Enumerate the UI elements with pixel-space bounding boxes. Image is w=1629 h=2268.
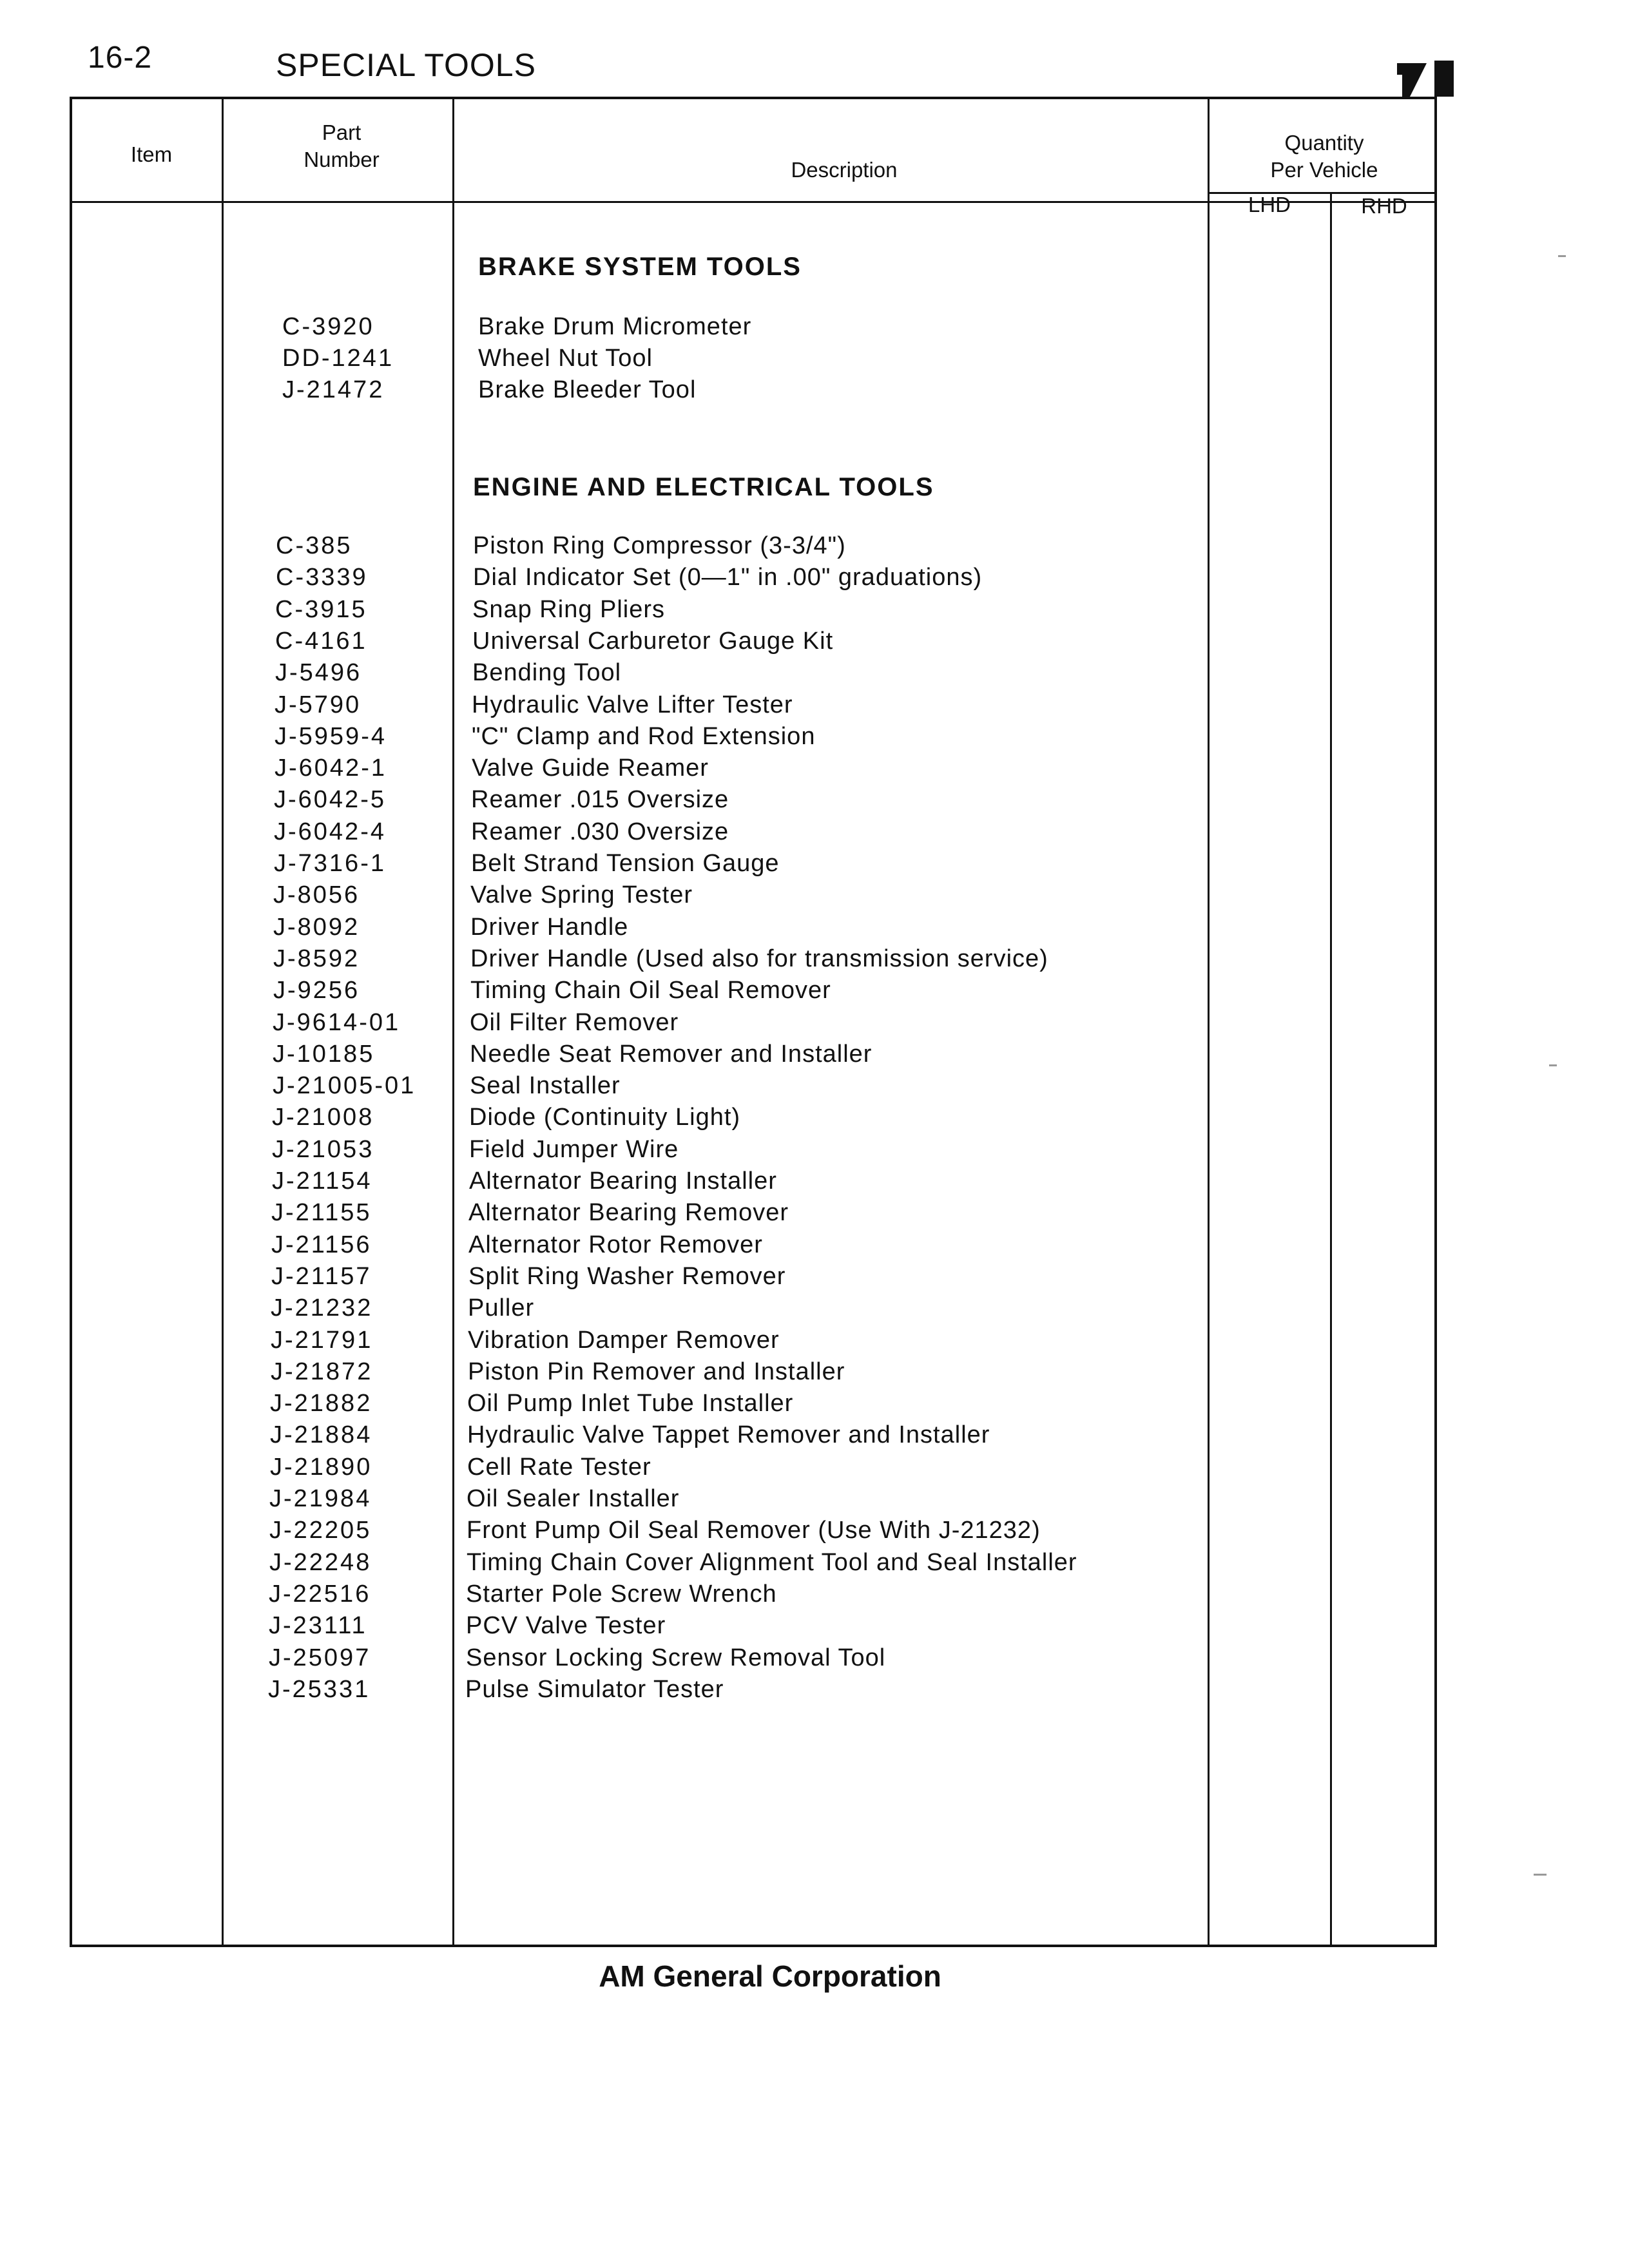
publisher-footer: AM General Corporation [599, 1959, 941, 1993]
scan-speck [1549, 1064, 1557, 1066]
column-divider-item [222, 97, 224, 1947]
tool-description: Vibration Damper Remover [468, 1326, 780, 1354]
tool-description: Alternator Rotor Remover [468, 1231, 763, 1258]
part-number: J-23111 [269, 1612, 367, 1640]
tool-description: Alternator Bearing Installer [469, 1168, 777, 1195]
part-number: J-21232 [271, 1294, 373, 1322]
tool-description: "C" Clamp and Rod Extension [472, 722, 816, 750]
part-number: J-21984 [269, 1485, 372, 1512]
part-number: J-25097 [269, 1644, 371, 1671]
header-part-line2: Number [304, 148, 380, 171]
tool-description: Sensor Locking Screw Removal Tool [466, 1644, 886, 1671]
part-number: J-9256 [273, 977, 360, 1004]
publisher-logo-icon [1397, 59, 1456, 97]
tool-description: Front Pump Oil Seal Remover (Use With J-21232) [467, 1517, 1041, 1544]
tool-description: Puller [468, 1294, 535, 1322]
tool-description: Piston Pin Remover and Installer [468, 1358, 845, 1385]
tool-description: Belt Strand Tension Gauge [471, 850, 780, 877]
tool-description: Oil Pump Inlet Tube Installer [467, 1390, 794, 1418]
column-divider-lhd-rhd [1330, 193, 1332, 1947]
part-number: J-22205 [269, 1517, 372, 1544]
part-number: J-21884 [270, 1421, 372, 1449]
part-number: C-3915 [275, 595, 367, 623]
part-number: J-21008 [272, 1104, 374, 1131]
tool-description: Alternator Bearing Remover [468, 1199, 789, 1227]
tool-description: Valve Guide Reamer [472, 754, 709, 782]
part-number: J-21053 [272, 1135, 374, 1163]
part-number: J-6042-5 [274, 786, 386, 814]
part-number: C-385 [276, 532, 352, 559]
tool-description: Universal Carburetor Gauge Kit [472, 627, 834, 655]
column-divider-part [452, 97, 454, 1947]
part-number: J-21890 [270, 1453, 372, 1481]
tool-description: Piston Ring Compressor (3-3/4") [473, 532, 846, 559]
tool-description: Snap Ring Pliers [472, 595, 666, 623]
part-number: J-21472 [282, 376, 385, 403]
header-description: Description [791, 158, 898, 182]
header-lhd: LHD [1248, 193, 1291, 216]
part-number: J-6042-4 [274, 818, 386, 845]
tool-description: Pulse Simulator Tester [465, 1675, 724, 1703]
tool-description: Brake Bleeder Tool [478, 376, 697, 403]
part-number: J-9614-01 [273, 1008, 401, 1036]
part-number: J-21005-01 [273, 1072, 416, 1100]
tool-description: Field Jumper Wire [469, 1135, 679, 1163]
scan-speck [1558, 255, 1566, 257]
part-number: J-21872 [271, 1358, 373, 1385]
tool-description: Needle Seat Remover and Installer [470, 1040, 872, 1068]
part-number: J-5959-4 [275, 722, 387, 750]
part-number: J-22248 [269, 1548, 372, 1576]
tool-description: Hydraulic Valve Lifter Tester [472, 691, 793, 718]
part-number: J-5496 [275, 659, 362, 687]
tool-description: Hydraulic Valve Tappet Remover and Installer [467, 1421, 990, 1449]
part-number: J-6042-1 [275, 754, 387, 782]
part-number: J-8592 [273, 945, 360, 972]
part-number: J-5790 [275, 691, 361, 718]
tool-description: Seal Installer [470, 1072, 621, 1100]
section-title-brake: BRAKE SYSTEM TOOLS [478, 253, 802, 281]
page-title: SPECIAL TOOLS [276, 47, 536, 83]
part-number: J-21155 [271, 1199, 372, 1227]
tool-description: Bending Tool [472, 659, 622, 687]
part-number: J-8092 [273, 913, 360, 941]
tool-description: Oil Sealer Installer [467, 1485, 680, 1512]
tool-description: Dial Indicator Set (0—1" in .00" graduations) [473, 564, 983, 591]
part-number: C-3339 [276, 564, 368, 591]
tool-description: PCV Valve Tester [466, 1612, 666, 1640]
tool-description: Diode (Continuity Light) [469, 1104, 741, 1131]
tool-description: Reamer .030 Oversize [471, 818, 729, 845]
scan-speck [1534, 1874, 1547, 1876]
header-item: Item [130, 142, 173, 166]
part-number: C-3920 [282, 313, 374, 340]
part-number: J-21791 [271, 1326, 373, 1354]
tool-description: Driver Handle (Used also for transmission service) [470, 945, 1048, 972]
part-number: J-25331 [268, 1675, 371, 1703]
page-number: 16-2 [88, 41, 153, 75]
header-rhd: RHD [1361, 194, 1407, 218]
part-number: J-7316-1 [274, 850, 386, 877]
tool-description: Valve Spring Tester [470, 881, 693, 909]
part-number: J-10185 [273, 1040, 375, 1068]
part-number: DD-1241 [282, 345, 394, 372]
part-number: J-22516 [269, 1580, 371, 1608]
part-number: J-8056 [273, 881, 360, 909]
header-quantity-line2: Per Vehicle [1270, 158, 1378, 182]
header-quantity-line1: Quantity [1284, 131, 1364, 155]
tool-description: Driver Handle [470, 913, 629, 941]
tool-description: Timing Chain Cover Alignment Tool and Seal Installer [467, 1548, 1077, 1576]
column-divider-description [1208, 97, 1210, 1947]
tool-description: Split Ring Washer Remover [468, 1262, 786, 1290]
tool-description: Reamer .015 Oversize [471, 786, 729, 814]
part-number: J-21157 [271, 1262, 372, 1290]
part-number: J-21156 [271, 1231, 372, 1258]
tool-description: Wheel Nut Tool [478, 345, 653, 372]
tool-description: Cell Rate Tester [467, 1453, 651, 1481]
header-part-line1: Part [322, 120, 361, 144]
part-number: J-21882 [270, 1390, 372, 1418]
tool-description: Timing Chain Oil Seal Remover [470, 977, 831, 1004]
tool-description: Oil Filter Remover [470, 1008, 679, 1036]
tool-description: Brake Drum Micrometer [478, 313, 752, 340]
part-number: C-4161 [275, 627, 367, 655]
part-number: J-21154 [272, 1168, 372, 1195]
tool-description: Starter Pole Screw Wrench [466, 1580, 777, 1608]
section-title-engine: ENGINE AND ELECTRICAL TOOLS [473, 473, 934, 501]
